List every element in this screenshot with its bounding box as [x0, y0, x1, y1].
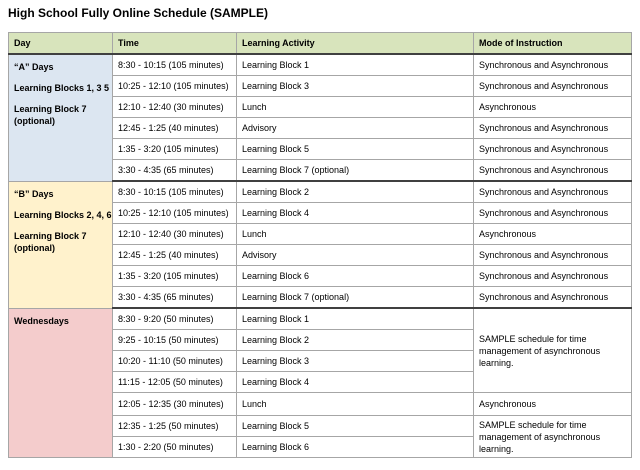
time-cell: 10:25 - 12:10 (105 minutes)	[113, 76, 237, 97]
mode-cell: Synchronous and Asynchronous	[474, 203, 632, 224]
mode-note-cell: SAMPLE schedule for time management of asynchronous learning.	[474, 308, 632, 393]
activity-cell: Learning Block 3	[237, 76, 474, 97]
table-row	[9, 54, 632, 76]
a-days-label-cell	[9, 54, 113, 181]
time-cell: 12:35 - 1:25 (50 minutes)	[113, 416, 237, 437]
mode-cell: Synchronous and Asynchronous	[474, 181, 632, 203]
a-days-name: “A” Days	[14, 62, 54, 72]
a-days-blocks: Learning Blocks 1, 3 5	[14, 83, 110, 93]
mode-cell: Asynchronous	[474, 224, 632, 245]
mode-cell: Synchronous and Asynchronous	[474, 287, 632, 309]
time-cell: 12:10 - 12:40 (30 minutes)	[113, 97, 237, 118]
activity-cell: Learning Block 6	[237, 437, 474, 458]
time-cell: 10:25 - 12:10 (105 minutes)	[113, 203, 237, 224]
time-cell: 10:20 - 11:10 (50 minutes)	[113, 351, 237, 372]
header-mode: Mode of Instruction	[474, 33, 632, 55]
wednesdays-label-cell	[9, 308, 113, 458]
time-cell: 12:45 - 1:25 (40 minutes)	[113, 118, 237, 139]
mode-cell: Synchronous and Asynchronous	[474, 139, 632, 160]
time-cell: 12:45 - 1:25 (40 minutes)	[113, 245, 237, 266]
a-days-optional: (optional)	[14, 116, 55, 126]
activity-cell: Advisory	[237, 118, 474, 139]
time-cell: 1:35 - 3:20 (105 minutes)	[113, 139, 237, 160]
mode-cell: Synchronous and Asynchronous	[474, 160, 632, 182]
mode-note-cell: SAMPLE schedule for time management of asynchronous learning.	[474, 416, 632, 458]
header-row	[9, 33, 632, 55]
mode-cell: Synchronous and Asynchronous	[474, 54, 632, 76]
activity-cell: Lunch	[237, 224, 474, 245]
activity-cell: Learning Block 1	[237, 54, 474, 76]
time-cell: 3:30 - 4:35 (65 minutes)	[113, 287, 237, 309]
activity-cell: Lunch	[237, 393, 474, 416]
time-cell: 9:25 - 10:15 (50 minutes)	[113, 330, 237, 351]
time-cell: 3:30 - 4:35 (65 minutes)	[113, 160, 237, 182]
header-activity: Learning Activity	[237, 33, 474, 55]
b-days-name: “B” Days	[14, 188, 54, 199]
time-cell: 1:35 - 3:20 (105 minutes)	[113, 266, 237, 287]
wednesdays-group	[9, 308, 632, 458]
b-days-blocks: Learning Blocks 2, 4, 6	[14, 209, 112, 220]
mode-cell: Synchronous and Asynchronous	[474, 266, 632, 287]
b-days-group	[9, 181, 632, 308]
b-days-label-cell	[9, 181, 113, 308]
b-days-block7: Learning Block 7	[14, 230, 87, 241]
time-cell: 8:30 - 10:15 (105 minutes)	[113, 54, 237, 76]
a-days-block7: Learning Block 7	[14, 104, 87, 114]
activity-cell: Learning Block 2	[237, 330, 474, 351]
a-days-group	[9, 54, 632, 181]
time-cell: 11:15 - 12:05 (50 minutes)	[113, 372, 237, 393]
b-days-optional: (optional)	[14, 242, 55, 253]
time-cell: 8:30 - 10:15 (105 minutes)	[113, 181, 237, 203]
time-cell: 1:30 - 2:20 (50 minutes)	[113, 437, 237, 458]
activity-cell: Learning Block 3	[237, 351, 474, 372]
schedule-table	[8, 32, 632, 458]
table-row	[9, 308, 632, 330]
activity-cell: Learning Block 6	[237, 266, 474, 287]
mode-cell: Asynchronous	[474, 97, 632, 118]
wednesdays-name: Wednesdays	[14, 315, 69, 326]
activity-cell: Lunch	[237, 97, 474, 118]
activity-cell: Learning Block 2	[237, 181, 474, 203]
activity-cell: Learning Block 7 (optional)	[237, 160, 474, 182]
activity-cell: Advisory	[237, 245, 474, 266]
time-cell: 8:30 - 9:20 (50 minutes)	[113, 308, 237, 330]
mode-cell: Synchronous and Asynchronous	[474, 76, 632, 97]
activity-cell: Learning Block 5	[237, 139, 474, 160]
activity-cell: Learning Block 1	[237, 308, 474, 330]
page-title: High School Fully Online Schedule (SAMPLE)	[8, 6, 269, 20]
header-time: Time	[113, 33, 237, 55]
activity-cell: Learning Block 4	[237, 372, 474, 393]
time-cell: 12:05 - 12:35 (30 minutes)	[113, 393, 237, 416]
mode-cell: Synchronous and Asynchronous	[474, 118, 632, 139]
table-row	[9, 181, 632, 203]
header-day: Day	[9, 33, 113, 55]
time-cell: 12:10 - 12:40 (30 minutes)	[113, 224, 237, 245]
mode-cell: Asynchronous	[474, 393, 632, 416]
mode-cell: Synchronous and Asynchronous	[474, 245, 632, 266]
activity-cell: Learning Block 7 (optional)	[237, 287, 474, 309]
activity-cell: Learning Block 5	[237, 416, 474, 437]
activity-cell: Learning Block 4	[237, 203, 474, 224]
